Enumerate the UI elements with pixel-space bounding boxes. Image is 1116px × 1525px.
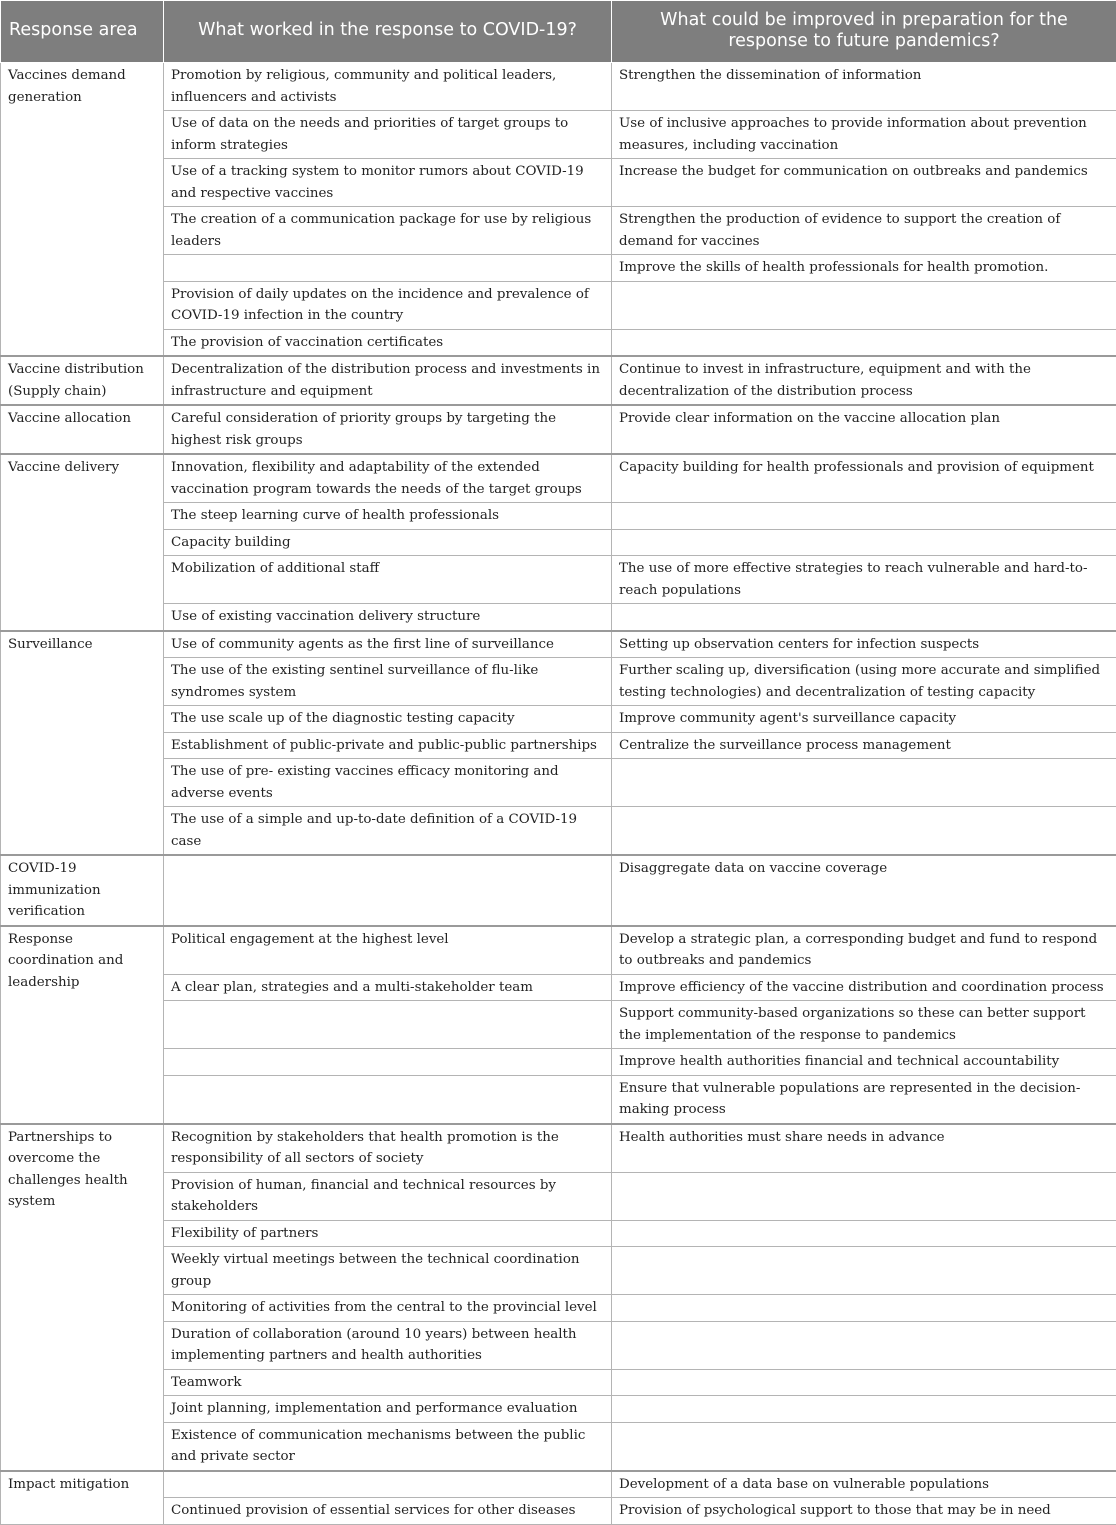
table-row bbox=[1, 604, 1116, 631]
table-row bbox=[1, 1471, 1116, 1498]
improve-cell: Develop a strategic plan, a corresponding budget and fund to respond to outbreaks and pandemics bbox=[612, 926, 1116, 975]
improve-cell: The use of more effective strategies to reach vulnerable and hard-to-reach populations bbox=[612, 556, 1116, 604]
response-area-cell: Vaccine distribution (Supply chain) bbox=[1, 356, 164, 405]
improve-cell: Centralize the surveillance process management bbox=[612, 732, 1116, 759]
table-row bbox=[1, 329, 1116, 356]
header-row bbox=[1, 1, 1116, 63]
response-area-cell: Impact mitigation bbox=[1, 1471, 164, 1525]
improve-cell: Ensure that vulnerable populations are represented in the decision-making process bbox=[612, 1075, 1116, 1124]
improve-cell bbox=[612, 1321, 1116, 1369]
improve-cell: Improve efficiency of the vaccine distribution and coordination process bbox=[612, 974, 1116, 1001]
improve-cell bbox=[612, 1369, 1116, 1396]
worked-cell: Joint planning, implementation and performance evaluation bbox=[164, 1396, 612, 1423]
improve-cell bbox=[612, 807, 1116, 856]
table-row bbox=[1, 974, 1116, 1001]
worked-cell: Provision of daily updates on the incidence and prevalence of COVID-19 infection in the country bbox=[164, 281, 612, 329]
table-row bbox=[1, 1075, 1116, 1124]
worked-cell: Use of existing vaccination delivery structure bbox=[164, 604, 612, 631]
improve-cell bbox=[612, 529, 1116, 556]
worked-cell: Provision of human, financial and technical resources by stakeholders bbox=[164, 1172, 612, 1220]
worked-cell: Promotion by religious, community and political leaders, influencers and activists bbox=[164, 63, 612, 111]
improve-cell: Improve community agent's surveillance capacity bbox=[612, 706, 1116, 733]
table-row bbox=[1, 855, 1116, 926]
worked-cell: Mobilization of additional staff bbox=[164, 556, 612, 604]
table-row bbox=[1, 732, 1116, 759]
improve-cell: Improve health authorities financial and technical accountability bbox=[612, 1049, 1116, 1076]
worked-cell bbox=[164, 855, 612, 926]
improve-cell: Increase the budget for communication on outbreaks and pandemics bbox=[612, 159, 1116, 207]
table-row bbox=[1, 1422, 1116, 1471]
worked-cell: The use of the existing sentinel surveillance of flu-like syndromes system bbox=[164, 658, 612, 706]
table-row bbox=[1, 1498, 1116, 1525]
table-row bbox=[1, 759, 1116, 807]
improve-cell: Development of a data base on vulnerable populations bbox=[612, 1471, 1116, 1498]
table-row bbox=[1, 1295, 1116, 1322]
improve-cell: Provide clear information on the vaccine allocation plan bbox=[612, 405, 1116, 454]
improve-cell bbox=[612, 759, 1116, 807]
table-row bbox=[1, 111, 1116, 159]
worked-cell bbox=[164, 1075, 612, 1124]
table-row bbox=[1, 159, 1116, 207]
response-area-cell: Vaccine delivery bbox=[1, 454, 164, 631]
table-header bbox=[1, 1, 1116, 63]
improve-cell: Further scaling up, diversification (using more accurate and simplified testing technologies) and decentralization of testing capacity bbox=[612, 658, 1116, 706]
worked-cell: Teamwork bbox=[164, 1369, 612, 1396]
table-row bbox=[1, 1049, 1116, 1076]
table-body bbox=[1, 63, 1116, 1525]
worked-cell bbox=[164, 255, 612, 282]
table-row bbox=[1, 405, 1116, 454]
worked-cell: Use of a tracking system to monitor rumors about COVID-19 and respective vaccines bbox=[164, 159, 612, 207]
worked-cell: Duration of collaboration (around 10 years) between health implementing partners and health authorities bbox=[164, 1321, 612, 1369]
worked-cell: Existence of communication mechanisms between the public and private sector bbox=[164, 1422, 612, 1471]
improve-cell bbox=[612, 1220, 1116, 1247]
table-row bbox=[1, 1172, 1116, 1220]
improve-cell: Capacity building for health professionals and provision of equipment bbox=[612, 454, 1116, 503]
table-row bbox=[1, 356, 1116, 405]
table-row bbox=[1, 926, 1116, 975]
improve-cell bbox=[612, 1422, 1116, 1471]
improve-cell: Disaggregate data on vaccine coverage bbox=[612, 855, 1116, 926]
table-row bbox=[1, 1001, 1116, 1049]
improve-cell: Setting up observation centers for infection suspects bbox=[612, 631, 1116, 658]
worked-cell: The use scale up of the diagnostic testing capacity bbox=[164, 706, 612, 733]
worked-cell: The steep learning curve of health professionals bbox=[164, 503, 612, 530]
improve-cell: Provision of psychological support to those that may be in need bbox=[612, 1498, 1116, 1525]
improve-cell: Strengthen the production of evidence to support the creation of demand for vaccines bbox=[612, 207, 1116, 255]
worked-cell bbox=[164, 1001, 612, 1049]
improve-cell bbox=[612, 1247, 1116, 1295]
worked-cell: Careful consideration of priority groups by targeting the highest risk groups bbox=[164, 405, 612, 454]
table-row bbox=[1, 207, 1116, 255]
worked-cell: Weekly virtual meetings between the technical coordination group bbox=[164, 1247, 612, 1295]
header-what-worked: What worked in the response to COVID-19? bbox=[164, 1, 612, 63]
worked-cell: A clear plan, strategies and a multi-stakeholder team bbox=[164, 974, 612, 1001]
table-row bbox=[1, 1369, 1116, 1396]
table-row bbox=[1, 255, 1116, 282]
table-row bbox=[1, 1247, 1116, 1295]
table-row bbox=[1, 1124, 1116, 1173]
worked-cell: The use of a simple and up-to-date definition of a COVID-19 case bbox=[164, 807, 612, 856]
improve-cell: Health authorities must share needs in advance bbox=[612, 1124, 1116, 1173]
response-area-cell: Vaccines demand generation bbox=[1, 63, 164, 357]
table-row bbox=[1, 706, 1116, 733]
response-area-cell: Partnerships to overcome the challenges health system bbox=[1, 1124, 164, 1471]
worked-cell bbox=[164, 1049, 612, 1076]
worked-cell: Innovation, flexibility and adaptability of the extended vaccination program towards the needs of the target groups bbox=[164, 454, 612, 503]
improve-cell bbox=[612, 329, 1116, 356]
table-row bbox=[1, 281, 1116, 329]
worked-cell: Capacity building bbox=[164, 529, 612, 556]
improve-cell: Support community-based organizations so these can better support the implementation of the response to pandemics bbox=[612, 1001, 1116, 1049]
improve-cell: Continue to invest in infrastructure, equipment and with the decentralization of the distribution process bbox=[612, 356, 1116, 405]
improve-cell bbox=[612, 1396, 1116, 1423]
worked-cell: Political engagement at the highest level bbox=[164, 926, 612, 975]
improve-cell bbox=[612, 604, 1116, 631]
improve-cell: Use of inclusive approaches to provide information about prevention measures, including vaccination bbox=[612, 111, 1116, 159]
worked-cell: Use of community agents as the first line of surveillance bbox=[164, 631, 612, 658]
worked-cell: Flexibility of partners bbox=[164, 1220, 612, 1247]
header-what-could-improve: What could be improved in preparation for the response to future pandemics? bbox=[612, 1, 1116, 63]
table-row bbox=[1, 454, 1116, 503]
improve-cell bbox=[612, 1295, 1116, 1322]
worked-cell: Recognition by stakeholders that health promotion is the responsibility of all sectors of society bbox=[164, 1124, 612, 1173]
worked-cell: Use of data on the needs and priorities of target groups to inform strategies bbox=[164, 111, 612, 159]
response-area-cell: COVID-19 immunization verification bbox=[1, 855, 164, 926]
worked-cell: The creation of a communication package for use by religious leaders bbox=[164, 207, 612, 255]
worked-cell: The provision of vaccination certificates bbox=[164, 329, 612, 356]
improve-cell bbox=[612, 1172, 1116, 1220]
response-area-cell: Response coordination and leadership bbox=[1, 926, 164, 1124]
worked-cell: Establishment of public-private and public-public partnerships bbox=[164, 732, 612, 759]
table-row bbox=[1, 658, 1116, 706]
improve-cell: Strengthen the dissemination of information bbox=[612, 63, 1116, 111]
worked-cell: Monitoring of activities from the central to the provincial level bbox=[164, 1295, 612, 1322]
table-row bbox=[1, 807, 1116, 856]
worked-cell: The use of pre- existing vaccines efficacy monitoring and adverse events bbox=[164, 759, 612, 807]
table-row bbox=[1, 1321, 1116, 1369]
worked-cell: Decentralization of the distribution process and investments in infrastructure and equipment bbox=[164, 356, 612, 405]
improve-cell bbox=[612, 281, 1116, 329]
table-row bbox=[1, 1220, 1116, 1247]
table-row bbox=[1, 1396, 1116, 1423]
improve-cell bbox=[612, 503, 1116, 530]
table-row bbox=[1, 503, 1116, 530]
worked-cell: Continued provision of essential services for other diseases bbox=[164, 1498, 612, 1525]
table-row bbox=[1, 529, 1116, 556]
table-row bbox=[1, 556, 1116, 604]
header-response-area: Response area bbox=[1, 1, 164, 63]
response-area-cell: Vaccine allocation bbox=[1, 405, 164, 454]
response-area-cell: Surveillance bbox=[1, 631, 164, 856]
table-row bbox=[1, 631, 1116, 658]
improve-cell: Improve the skills of health professionals for health promotion. bbox=[612, 255, 1116, 282]
worked-cell bbox=[164, 1471, 612, 1498]
table-row bbox=[1, 63, 1116, 111]
